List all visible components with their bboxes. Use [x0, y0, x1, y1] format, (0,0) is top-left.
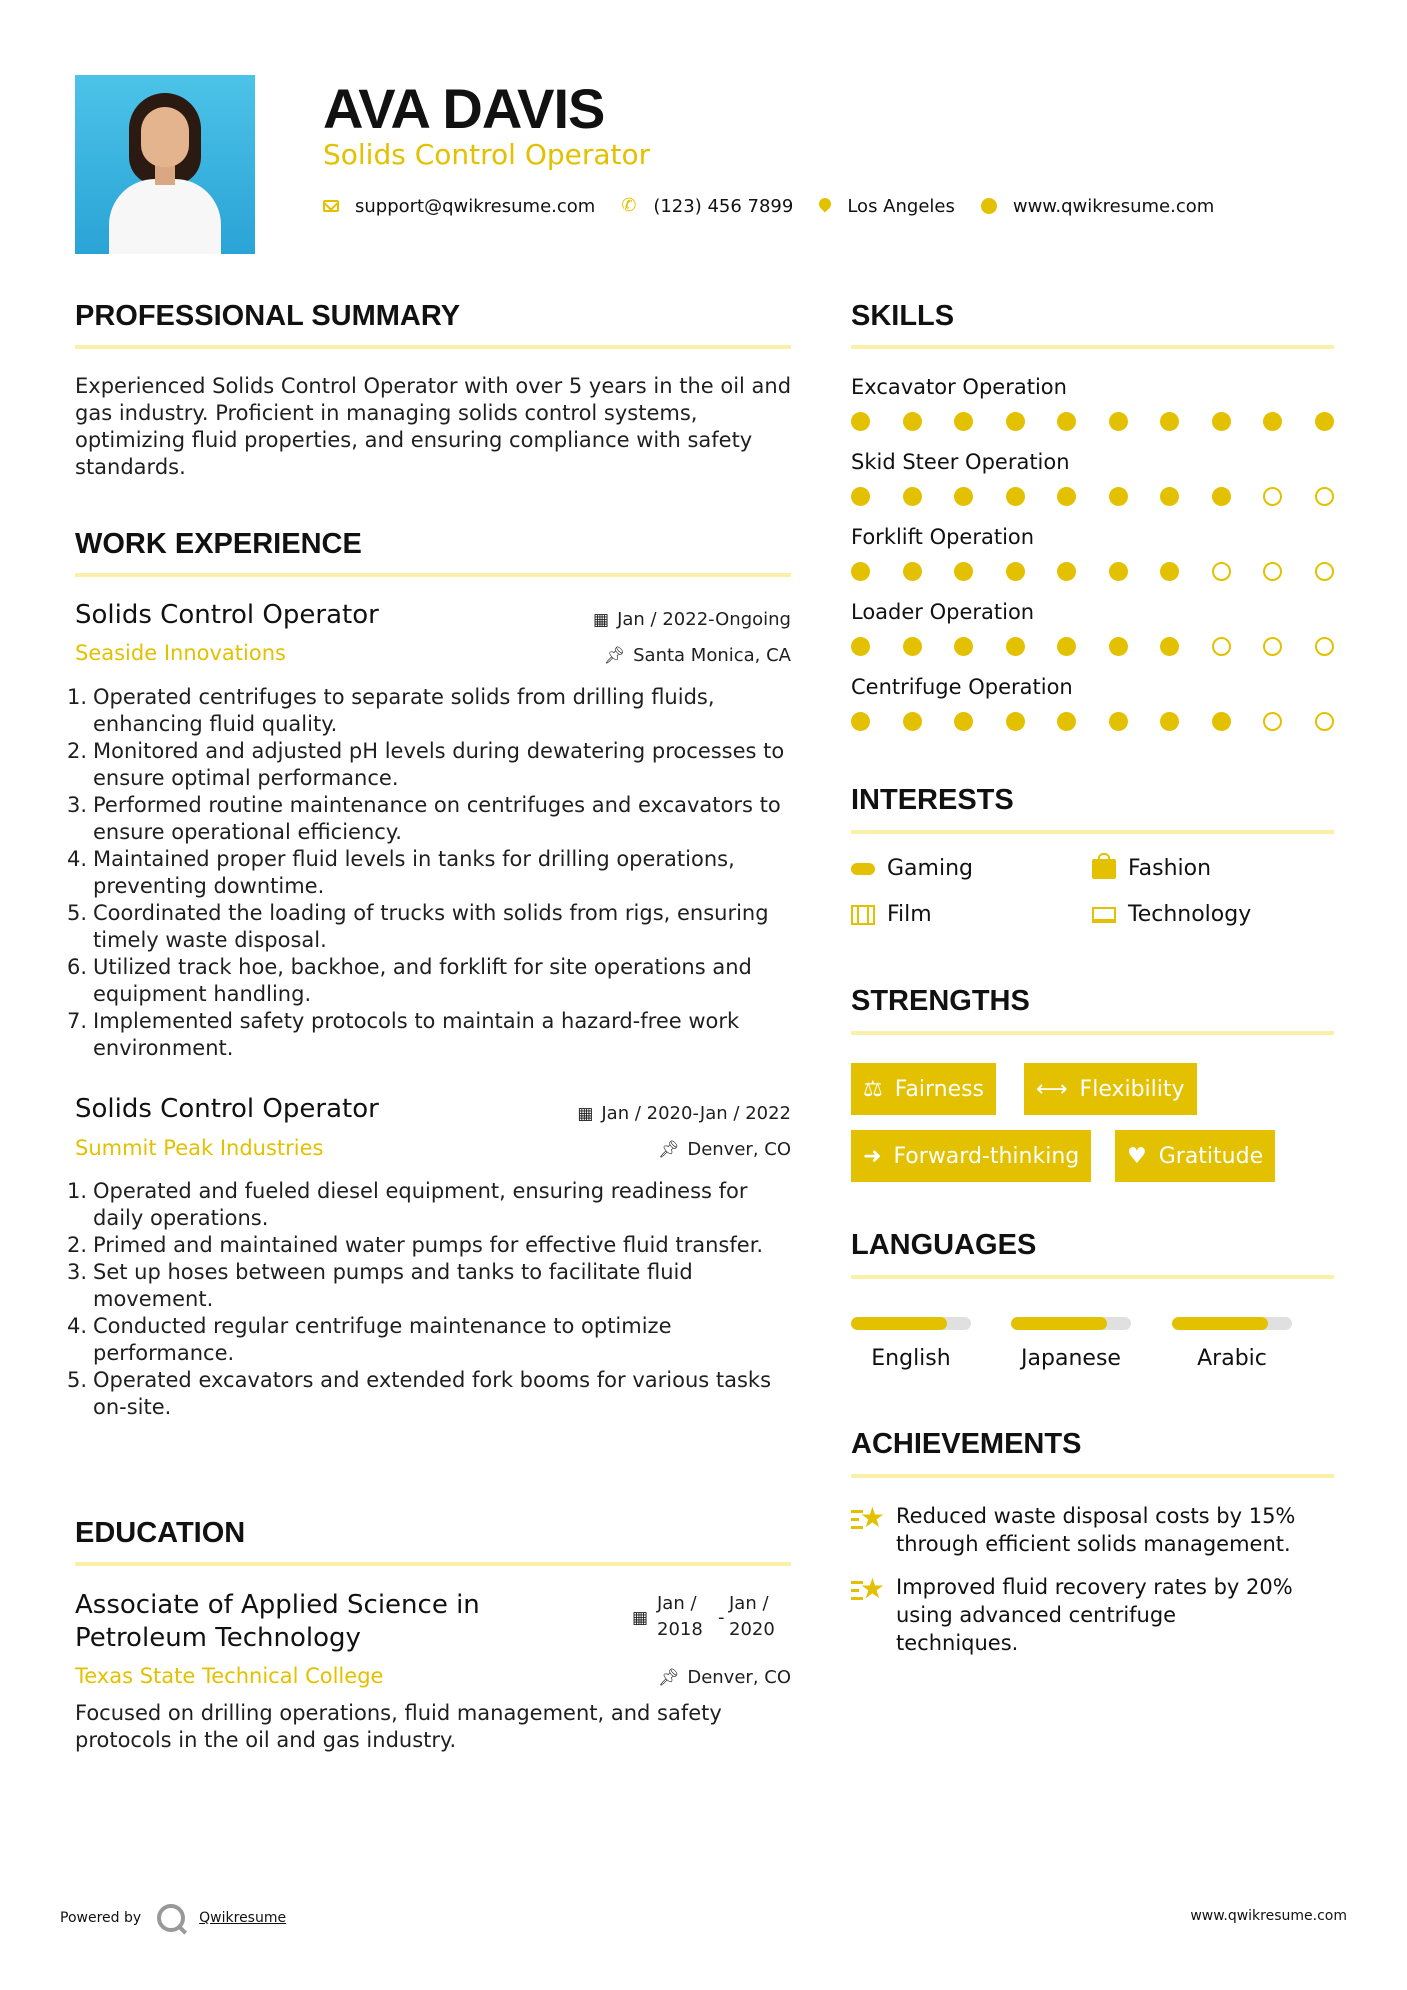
list-item: 7. Implemented safety protocols to maintain a hazard-free work environment. [67, 1009, 740, 1060]
company-name: Summit Peak Industries [75, 1136, 324, 1160]
job-responsibilities [67, 684, 795, 1062]
languages-heading: LANGUAGES [851, 1229, 1037, 1261]
rating-dot-filled [903, 637, 922, 656]
rating-dot-filled [903, 487, 922, 506]
skill-rating [851, 412, 1326, 432]
rating-dot-filled [1109, 712, 1128, 731]
rating-dot-filled [1263, 412, 1282, 431]
rating-dot-filled [1160, 487, 1179, 506]
list-item: 3. Performed routine maintenance on centrifuges and excavators to ensure operational efficiency. [67, 793, 781, 844]
rating-dot-filled [1212, 412, 1231, 431]
company-name: Seaside Innovations [75, 641, 286, 665]
skill-name: Centrifuge Operation [851, 675, 1073, 699]
location-text: Los Angeles [847, 195, 955, 217]
skill-rating [851, 712, 1326, 732]
interest-fashion [1092, 856, 1211, 881]
rating-dot-empty [1263, 712, 1282, 731]
rating-dot-filled [1006, 487, 1025, 506]
strength-chip-fairness [851, 1063, 996, 1115]
languages-divider [851, 1275, 1334, 1279]
rating-dot-filled [954, 487, 973, 506]
language-level-fill [1011, 1317, 1107, 1330]
pushpin-icon: 📌︎ [657, 1668, 680, 1688]
job-title: Solids Control Operator [75, 600, 379, 630]
experience-divider [75, 573, 791, 577]
candidate-role: Solids Control Operator [323, 138, 651, 171]
rating-dot-filled [851, 637, 870, 656]
rating-dot-filled [1109, 637, 1128, 656]
scale-icon: ⚖ [863, 1076, 883, 1102]
list-item: 6. Utilized track hoe, backhoe, and forklift for site operations and equipment handling. [67, 955, 752, 1006]
strength-label: Forward-thinking [893, 1143, 1080, 1169]
interest-label: Gaming [887, 856, 973, 881]
list-item: 5. Coordinated the loading of trucks with solids from rigs, ensuring timely waste disposal. [67, 901, 769, 952]
job-location-text: Denver, CO [687, 1139, 791, 1160]
list-item: 4. Conducted regular centrifuge maintenance to optimize performance. [67, 1314, 672, 1365]
language-level-bar [851, 1317, 971, 1330]
rating-dot-filled [1212, 487, 1231, 506]
rating-dot-empty [1315, 637, 1334, 656]
rating-dot-filled [954, 637, 973, 656]
strength-chip-flexibility [1024, 1063, 1197, 1115]
strength-chip-gratitude [1115, 1130, 1275, 1182]
rating-dot-filled [851, 562, 870, 581]
rating-dot-filled [954, 412, 973, 431]
rating-dot-filled [954, 712, 973, 731]
skills-divider [851, 345, 1334, 349]
rating-dot-filled [1109, 562, 1128, 581]
interest-technology [1092, 902, 1251, 927]
job-location [604, 645, 791, 666]
rating-dot-filled [1160, 712, 1179, 731]
date-separator: - [718, 1607, 725, 1628]
rating-dot-empty [1212, 637, 1231, 656]
globe-icon [981, 198, 997, 214]
language-level-bar [1172, 1317, 1292, 1330]
list-item: 4. Maintained proper fluid levels in tanks for drilling operations, preventing downtime. [67, 847, 735, 898]
powered-by-text: Powered by [60, 1910, 142, 1926]
rating-dot-filled [1057, 487, 1076, 506]
laptop-icon [1092, 907, 1116, 923]
achievement-item [896, 1502, 1295, 1558]
star-icon: ★ [851, 1575, 885, 1605]
summary-divider [75, 345, 791, 349]
language-name: Arabic [1197, 1346, 1267, 1371]
achievement-line: Improved fluid recovery rates by 20% [896, 1575, 1293, 1599]
rating-dot-filled [903, 712, 922, 731]
interest-label: Film [887, 902, 932, 927]
achievements-heading: ACHIEVEMENTS [851, 1428, 1082, 1460]
rating-dot-filled [1006, 712, 1025, 731]
job-date-text: Jan / 2020-Jan / 2022 [601, 1103, 791, 1124]
rating-dot-filled [1057, 712, 1076, 731]
rating-dot-empty [1212, 562, 1231, 581]
calendar-icon: ▦ [577, 1104, 594, 1124]
interest-label: Technology [1128, 902, 1252, 927]
skill-name: Skid Steer Operation [851, 450, 1070, 474]
arrows-horizontal-icon: ⟷ [1036, 1076, 1068, 1102]
rating-dot-filled [1006, 412, 1025, 431]
rating-dot-filled [1057, 412, 1076, 431]
rating-dot-filled [1006, 637, 1025, 656]
rating-dot-empty [1315, 562, 1334, 581]
rating-dot-filled [851, 712, 870, 731]
list-item: 2. Monitored and adjusted pH levels during dewatering processes to ensure optimal performance. [67, 739, 785, 790]
pushpin-icon: 📌︎ [603, 646, 626, 666]
education-divider [75, 1562, 791, 1566]
education-location [658, 1667, 791, 1688]
skill-rating [851, 487, 1326, 507]
list-item: 3. Set up hoses between pumps and tanks to facilitate fluid movement. [67, 1260, 693, 1311]
job-title: Solids Control Operator [75, 1094, 379, 1124]
skill-name: Forklift Operation [851, 525, 1035, 549]
interests-divider [851, 830, 1334, 834]
rating-dot-empty [1263, 637, 1282, 656]
job-date [593, 609, 791, 630]
rating-dot-filled [1006, 562, 1025, 581]
footer-powered-by [60, 1904, 286, 1932]
rating-dot-filled [954, 562, 973, 581]
achievement-line: techniques. [896, 1631, 1019, 1655]
gamepad-icon [851, 863, 875, 875]
rating-dot-filled [1057, 637, 1076, 656]
strength-label: Gratitude [1158, 1143, 1264, 1169]
list-item: 1. Operated and fueled diesel equipment, ensuring readiness for daily operations. [67, 1179, 748, 1230]
end-month: Jan / [729, 1593, 769, 1614]
achievement-line: Reduced waste disposal costs by 15% [896, 1504, 1296, 1528]
degree-line: Associate of Applied Science in [75, 1590, 480, 1620]
start-month: Jan / [657, 1593, 697, 1614]
education-description: Focused on drilling operations, fluid management, and safety protocols in the oil and gas industry. [75, 1701, 722, 1752]
shopping-bag-icon [1092, 859, 1116, 879]
phone-text: (123) 456 7899 [653, 195, 794, 217]
strength-chip-forward-thinking [851, 1130, 1091, 1182]
interest-film [851, 902, 932, 927]
email-icon [323, 200, 339, 212]
interest-gaming [851, 856, 973, 881]
rating-dot-empty [1263, 562, 1282, 581]
qwikresume-logo-icon [157, 1904, 185, 1932]
end-year: 2020 [729, 1619, 775, 1640]
rating-dot-filled [903, 562, 922, 581]
heart-icon: ♥ [1127, 1143, 1147, 1169]
education-heading: EDUCATION [75, 1517, 246, 1549]
strength-label: Flexibility [1079, 1076, 1185, 1102]
language-name: English [871, 1346, 951, 1371]
pushpin-icon: 📌︎ [657, 1140, 680, 1160]
achievement-line: through efficient solids management. [896, 1532, 1291, 1556]
language-level-bar [1011, 1317, 1131, 1330]
summary-heading: PROFESSIONAL SUMMARY [75, 300, 461, 332]
rating-dot-filled [1212, 712, 1231, 731]
location-pin-icon [819, 198, 831, 214]
strengths-divider [851, 1031, 1334, 1035]
profile-photo [75, 75, 255, 254]
school-name: Texas State Technical College [75, 1664, 384, 1688]
rating-dot-filled [1109, 487, 1128, 506]
calendar-icon: ▦ [593, 610, 610, 630]
list-item: 5. Operated excavators and extended fork booms for various tasks on-site. [67, 1368, 772, 1419]
interest-label: Fashion [1128, 856, 1212, 881]
skill-rating [851, 562, 1326, 582]
rating-dot-empty [1315, 487, 1334, 506]
start-year: 2018 [657, 1619, 703, 1640]
achievements-divider [851, 1474, 1334, 1478]
rating-dot-filled [851, 487, 870, 506]
achievement-line: using advanced centrifuge [896, 1603, 1177, 1627]
skill-name: Loader Operation [851, 600, 1035, 624]
rating-dot-empty [1315, 712, 1334, 731]
list-item: 1. Operated centrifuges to separate solids from drilling fluids, enhancing fluid quality. [67, 685, 715, 736]
email-link[interactable]: support@qwikresume.com [355, 195, 596, 217]
skill-rating [851, 637, 1326, 657]
job-date-text: Jan / 2022-Ongoing [617, 609, 791, 630]
rating-dot-empty [1263, 487, 1282, 506]
rating-dot-filled [1160, 412, 1179, 431]
rating-dot-filled [1315, 412, 1334, 431]
calendar-icon: ▦ [632, 1608, 649, 1628]
list-item: 2. Primed and maintained water pumps for effective fluid transfer. [67, 1233, 764, 1257]
film-icon [851, 905, 875, 925]
skill-name: Excavator Operation [851, 375, 1067, 399]
strengths-heading: STRENGTHS [851, 985, 1030, 1017]
education-location-text: Denver, CO [687, 1667, 791, 1688]
skills-heading: SKILLS [851, 300, 955, 332]
phone-icon: ✆ [621, 195, 637, 216]
interests-heading: INTERESTS [851, 784, 1014, 816]
language-level-fill [1172, 1317, 1268, 1330]
language-level-fill [851, 1317, 947, 1330]
summary-text: Experienced Solids Control Operator with over 5 years in the oil and gas industry. Proficient in managing solids control systems, optimizing fluid properties, and ensuring compliance with safety standards. [75, 374, 792, 479]
job-location [658, 1139, 791, 1160]
star-icon: ★ [851, 1504, 885, 1534]
degree-line: Petroleum Technology [75, 1623, 361, 1653]
contact-bar [323, 194, 1240, 218]
candidate-name: AVA DAVIS [323, 77, 605, 140]
rating-dot-filled [1109, 412, 1128, 431]
footer-website[interactable]: www.qwikresume.com [1190, 1908, 1347, 1924]
rating-dot-filled [851, 412, 870, 431]
achievement-item [896, 1573, 1293, 1657]
rating-dot-filled [903, 412, 922, 431]
rating-dot-filled [1160, 637, 1179, 656]
website-link[interactable]: www.qwikresume.com [1012, 195, 1215, 217]
brand-link[interactable]: Qwikresume [199, 1910, 287, 1926]
job-date [577, 1103, 791, 1124]
rating-dot-filled [1057, 562, 1076, 581]
language-name: Japanese [1021, 1346, 1121, 1371]
job-responsibilities [67, 1178, 795, 1421]
experience-heading: WORK EXPERIENCE [75, 528, 362, 560]
job-location-text: Santa Monica, CA [633, 645, 791, 666]
degree-title [75, 1589, 480, 1655]
rating-dot-filled [1160, 562, 1179, 581]
strength-label: Fairness [894, 1076, 985, 1102]
arrow-right-icon: ➜ [863, 1143, 882, 1169]
